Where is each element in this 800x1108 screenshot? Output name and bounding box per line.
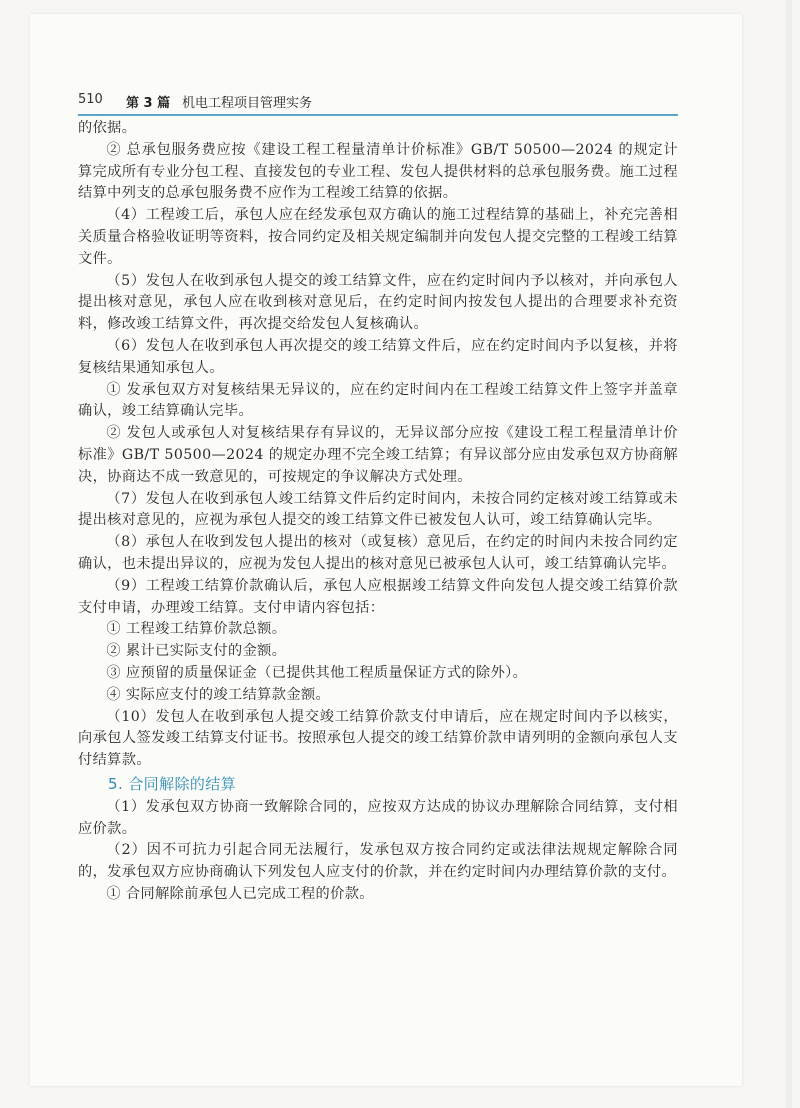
paragraph: （4）工程竣工后，承包人应在经发承包双方确认的施工过程结算的基础上，补充完善相关质量合格验收证明等资料，按合同约定及相关规定编制并向发包人提交完整的工程竣工结算文件。 [78, 207, 678, 267]
scan-edge [786, 0, 792, 1108]
page-header [78, 86, 678, 114]
list-item: ④ 实际应支付的竣工结算款金额。 [106, 686, 331, 703]
document-page [30, 14, 742, 1086]
list-item: ① 工程竣工结算价款总额。 [106, 621, 287, 638]
header-rule [78, 114, 678, 116]
list-item: ③ 应预留的质量保证金（已提供其他工程质量保证方式的除外）。 [106, 664, 528, 681]
paragraph: （5）发包人在收到承包人提交的竣工结算文件，应在约定时间内予以核对，并向承包人提出核对意见，承包人应在收到核对意见后，在约定时间内按发包人提出的合理要求补充资料，修改竣工结算文件，再次提交给发包人复核确认。 [78, 272, 678, 333]
paragraph: 的依据。 [78, 120, 137, 136]
paragraph: （10）发包人在收到承包人提交竣工结算价款支付申请后，应在规定时间内予以核实，向承包人签发竣工结算支付证书。按照承包人提交的竣工结算价款申请列明的金额向承包人支付结算款。 [78, 708, 678, 769]
paragraph: （1）发承包双方协商一致解除合同的，应按双方达成的协议办理解除合同结算，支付相应价款。 [78, 798, 678, 837]
paragraph: （8）承包人在收到发包人提出的核对（或复核）意见后，在约定的时间内未按合同约定确认，也未提出异议的，应视为发包人提出的核对意见已被承包人认可，竣工结算确认完毕。 [78, 534, 678, 572]
page-number: 510 [78, 92, 103, 107]
chapter-label: 第 3 篇 [126, 96, 171, 111]
list-item: ② 累计已实际支付的金额。 [106, 643, 287, 660]
paragraph: ② 总承包服务费应按《建设工程工程量清单计价标准》GB/T 50500—2024 的规定计算完成所有专业分包工程、直接发包的专业工程、发包人提供材料的总承包服务费。施工过程结算中列支的总承包服务费不应作为工程竣工结算的依据。 [78, 141, 678, 202]
section-heading: 5. 合同解除的结算 [108, 774, 237, 793]
paragraph: （2）因不可抗力引起合同无法履行，发承包双方按合同约定或法律法规规定解除合同的，发承包双方应协商确认下列发包人应支付的价款，并在约定时间内办理结算价款的支付。 [78, 842, 678, 881]
paragraph: ① 发承包双方对复核结果无异议的，应在约定时间内在工程竣工结算文件上签字并盖章确认，竣工结算确认完毕。 [78, 381, 678, 420]
list-item: ① 合同解除前承包人已完成工程的价款。 [106, 885, 374, 902]
paragraph: （6）发包人在收到承包人再次提交的竣工结算文件后，应在约定时间内予以复核，并将复核结果通知承包人。 [78, 337, 678, 376]
paragraph: （9）工程竣工结算价款确认后，承包人应根据竣工结算文件向发包人提交竣工结算价款支付申请，办理竣工结算。支付申请内容包括： [78, 577, 678, 616]
body-text [78, 118, 678, 906]
running-title: 机电工程项目管理实务 [182, 96, 313, 111]
paragraph: ② 发包人或承包人对复核结果存有异议的，无异议部分应按《建设工程工程量清单计价标准》GB/T 50500—2024 的规定办理不完全竣工结算；有异议部分应由发承包双方协商解决，协商达不成一致意见的，可按规定的争议解决方式处理。 [78, 425, 678, 485]
paragraph: （7）发包人在收到承包人竣工结算文件后约定时间内，未按合同约定核对竣工结算或未提出核对意见的，应视为承包人提交的竣工结算文件已被发包人认可，竣工结算确认完毕。 [78, 490, 678, 529]
